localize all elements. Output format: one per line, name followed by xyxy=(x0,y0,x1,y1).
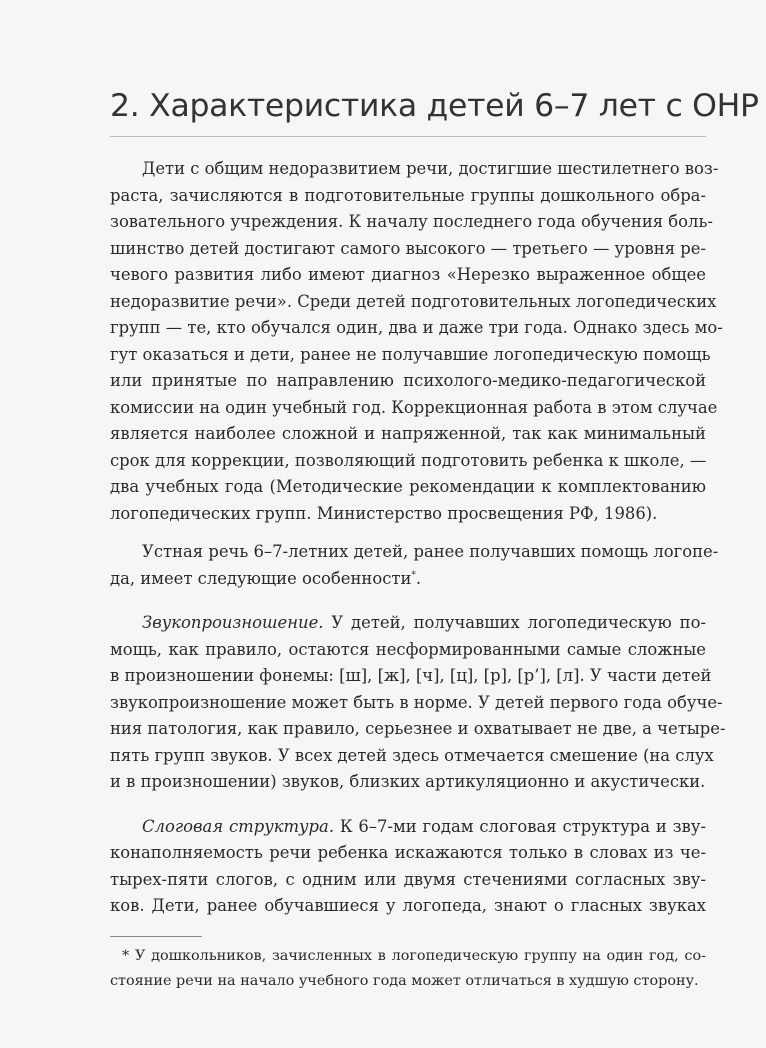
text-line: конаполняемость речи ребенка искажаются только в словах из че- xyxy=(110,843,706,862)
paragraph-sound-pronunciation xyxy=(110,610,726,796)
text-line: мощь, как правило, остаются несформированными самые сложные xyxy=(110,639,706,659)
title-divider xyxy=(110,136,706,137)
text-line: в произношении фонемы: [ш], [ж], [ч], [ц], [р], [р’], [л]. У части детей xyxy=(110,666,712,685)
text-line: раста, зачисляются в подготовительные группы дошкольного обра- xyxy=(110,185,706,205)
text-line: два учебных года (Методические рекомендации к комплектованию xyxy=(110,477,706,496)
text-line: зовательного учреждения. К началу последнего года обучения боль- xyxy=(110,212,713,231)
text-line: пять групп звуков. У всех детей здесь отмечается смешение (на слух xyxy=(110,745,714,765)
text-line: Дети с общим недоразвитием речи, достигшие шестилетнего воз- xyxy=(142,159,719,178)
page-title: 2. Характеристика детей 6–7 лет с ОНР xyxy=(110,88,759,124)
italic-lead: Звукопроизношение. xyxy=(142,613,324,632)
text-line: срок для коррекции, позволяющий подготовить ребенка к школе, — xyxy=(110,450,707,470)
footnote-line: * У дошкольников, зачисленных в логопедическую группу на один год, со- xyxy=(122,948,706,964)
text-line: ния патология, как правило, серьезнее и охватывает не две, а четыре- xyxy=(110,719,726,738)
text-line: ков. Дети, ранее обучавшиеся у логопеда, знают о гласных звуках xyxy=(110,896,706,915)
footnote-marker: * xyxy=(122,948,130,964)
text-line: или принятые по направлению психолого-медико-педагогической xyxy=(110,371,706,390)
text-line: да, имеет следующие особенности*. xyxy=(110,568,422,588)
text-line: чевого развития либо имеют диагноз «Нерезко выраженное общее xyxy=(110,265,706,284)
body-text xyxy=(110,156,726,920)
paragraph-syllable-structure xyxy=(110,814,706,920)
paragraph-oral-speech xyxy=(110,539,719,592)
text-line: Слоговая структура. К 6–7-ми годам слоговая структура и зву- xyxy=(142,816,706,836)
footnote xyxy=(110,944,706,994)
text-line: групп — те, кто обучался один, два и даже три года. Однако здесь мо- xyxy=(110,318,723,337)
paragraph-intro xyxy=(110,156,723,527)
text-line: и в произношении) звуков, близких артикуляционно и акустически. xyxy=(110,772,706,791)
text-line: комиссии на один учебный год. Коррекционная работа в этом случае xyxy=(110,397,718,417)
text-line: является наиболее сложной и напряженной, так как минимальный xyxy=(110,424,706,443)
text-line: звукопроизношение может быть в норме. У детей первого года обуче- xyxy=(110,692,723,712)
footnote-divider xyxy=(110,936,202,937)
footnote-reference: * xyxy=(411,570,416,581)
footnote-line: стояние речи на начало учебного года может отличаться в худшую сторону. xyxy=(110,973,699,989)
text-line: гут оказаться и дети, ранее не получавшие логопедическую помощь xyxy=(110,344,711,364)
text-line: шинство детей достигают самого высокого — третьего — уровня ре- xyxy=(110,238,706,258)
italic-lead: Слоговая структура. xyxy=(142,816,335,836)
text-line: логопедических групп. Министерство просвещения РФ, 1986). xyxy=(110,503,658,523)
text-line: недоразвитие речи». Среди детей подготовительных логопедических xyxy=(110,291,717,311)
text-line: тырех-пяти слогов, с одним или двумя стечениями согласных зву- xyxy=(110,869,706,889)
text-line: Устная речь 6–7-летних детей, ранее получавших помощь логопе- xyxy=(142,542,719,561)
text-line: Звукопроизношение. У детей, получавших логопедическую по- xyxy=(142,613,706,632)
